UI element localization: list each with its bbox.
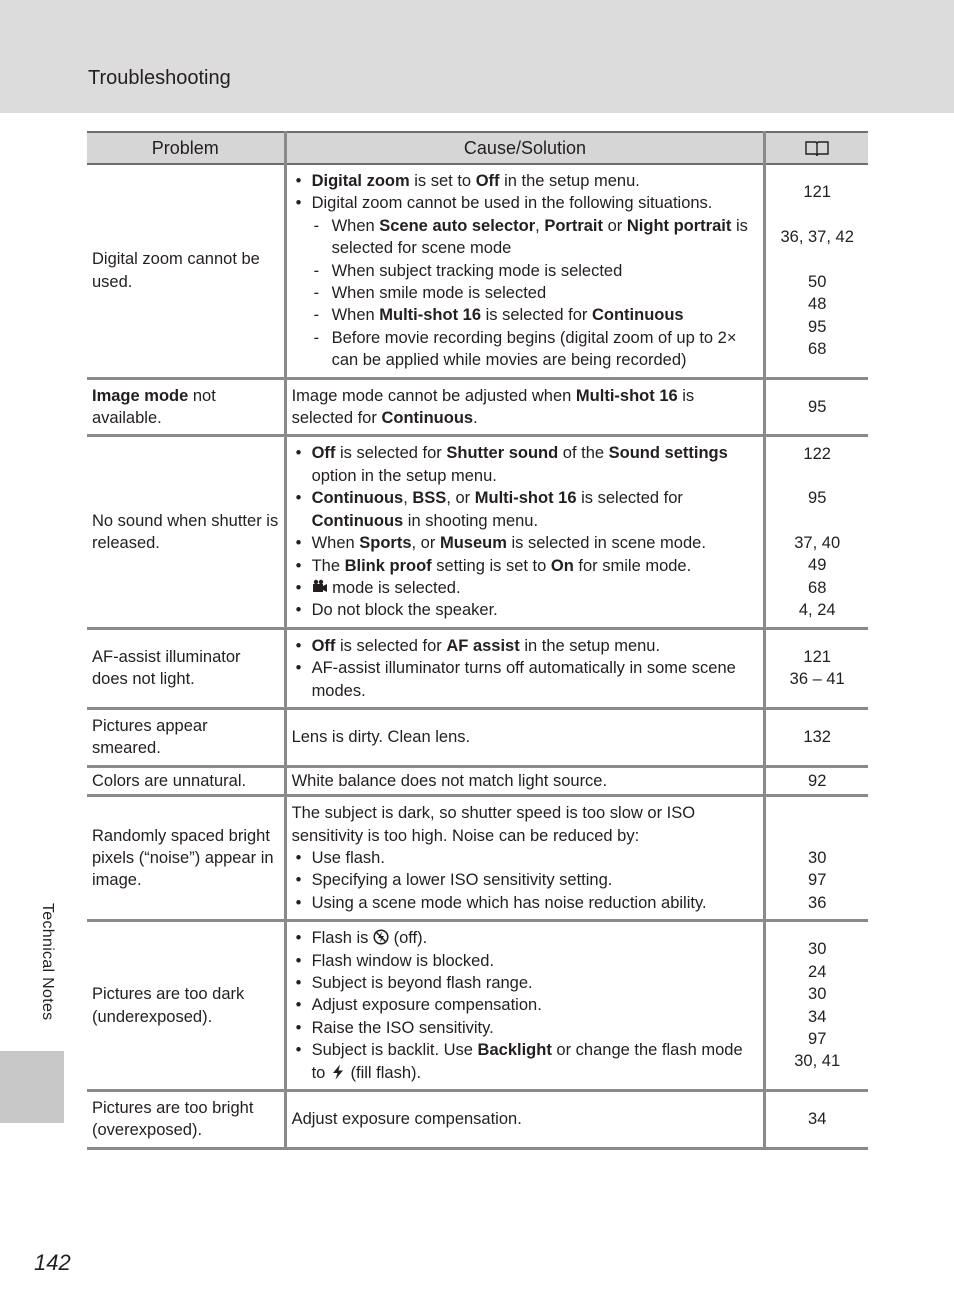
page-ref <box>771 204 863 226</box>
table-row <box>87 766 868 795</box>
reference-cell <box>765 628 868 708</box>
cause-cell <box>285 628 765 708</box>
page-ref: 30, 41 <box>794 1052 841 1071</box>
cause-cell: Adjust exposure compensation. <box>285 1091 765 1149</box>
page-ref: 24 <box>808 962 827 981</box>
page-ref: 95 <box>808 489 827 508</box>
page-ref: 95 <box>808 317 827 336</box>
list-item: • Using a scene mode which has noise reduction ability. <box>292 892 759 914</box>
list-item: • Subject is backlit. Use Backlight or change the flash mode to (fill flash). <box>292 1039 759 1084</box>
problem-cell: Digital zoom cannot be used. <box>87 164 285 378</box>
page-ref: 97 <box>808 1030 827 1048</box>
problem-cell: Pictures are too bright (overexposed). <box>87 1091 285 1149</box>
cause-intro: The subject is dark, so shutter speed is too slow or ISO sensitivity is too high. Noise can be reduced by: <box>291 804 696 845</box>
table-row <box>87 921 868 1091</box>
table-row <box>87 164 868 378</box>
page-ref: 36 – 41 <box>789 670 845 689</box>
problem-cell: Randomly spaced bright pixels (“noise”) appear in image. <box>87 796 285 921</box>
column-header-problem: Problem <box>87 132 285 164</box>
problem-cell: Pictures appear smeared. <box>87 708 285 766</box>
page-ref: 121 <box>803 183 831 202</box>
cause-cell: White balance does not match light source. <box>285 766 765 795</box>
page-ref: 30 <box>808 985 827 1004</box>
page-ref: 4, 24 <box>798 601 836 620</box>
reference-cell: 95 <box>765 378 868 436</box>
problem-cell: Colors are unnatural. <box>87 766 285 795</box>
list-item: • Adjust exposure compensation. <box>292 994 759 1016</box>
sub-list-item: - Before movie recording begins (digital zoom of up to 2× can be applied while movies are being recorded) <box>312 327 759 372</box>
table-row <box>87 628 868 708</box>
list-item: • Off is selected for AF assist in the setup menu. <box>292 635 759 657</box>
page-ref <box>771 510 863 532</box>
page-ref <box>771 248 863 270</box>
reference-cell <box>765 436 868 628</box>
flash-off-icon <box>373 929 389 945</box>
table-row <box>87 436 868 628</box>
problem-cell: No sound when shutter is released. <box>87 436 285 628</box>
reference-cell: 132 <box>765 708 868 766</box>
list-item: • Off is selected for Shutter sound of the Sound settings option in the setup menu. <box>292 442 759 487</box>
page-ref: 36 <box>808 893 827 912</box>
page-ref: 48 <box>808 295 827 314</box>
column-header-reference <box>765 132 868 164</box>
page-ref: 49 <box>808 556 827 575</box>
cause-cell: Image mode cannot be adjusted when Multi-shot 16 is selected for Continuous. <box>285 378 765 436</box>
page-ref: 68 <box>808 340 827 358</box>
problem-cell: AF-assist illuminator does not light. <box>87 628 285 708</box>
book-reference-icon <box>804 140 830 158</box>
sub-list-item: - When smile mode is selected <box>312 282 759 304</box>
column-header-cause-solution: Cause/Solution <box>285 132 765 164</box>
page-ref: 68 <box>808 578 827 597</box>
reference-cell: 34 <box>765 1091 868 1149</box>
list-item: • AF-assist illuminator turns off automatically in some scene modes. <box>292 657 759 702</box>
reference-cell <box>765 921 868 1091</box>
reference-cell <box>765 796 868 921</box>
page-ref <box>771 825 863 847</box>
list-item: • Do not block the speaker. <box>292 599 759 621</box>
cause-cell <box>285 164 765 378</box>
cause-cell <box>285 921 765 1091</box>
table-row <box>87 796 868 921</box>
side-tab-label: Technical Notes <box>39 903 56 1021</box>
movie-camera-icon <box>312 579 328 595</box>
list-item: • When Sports, or Museum is selected in scene mode. <box>292 532 759 554</box>
page-ref: 30 <box>808 848 827 867</box>
list-item: • mode is selected. <box>292 577 759 599</box>
sub-list-item: - When Multi-shot 16 is selected for Continuous <box>312 304 759 326</box>
list-item: • The Blink proof setting is set to On for smile mode. <box>292 555 759 577</box>
problem-cell: Pictures are too dark (underexposed). <box>87 921 285 1091</box>
page-ref: 97 <box>808 871 827 890</box>
page-ref: 30 <box>808 940 827 959</box>
page-ref: 122 <box>803 444 831 463</box>
list-item: • Flash is (off). <box>292 927 759 949</box>
page-ref: 37, 40 <box>794 534 841 553</box>
list-item: • Raise the ISO sensitivity. <box>292 1017 759 1039</box>
list-item: • Use flash. <box>292 847 759 869</box>
fill-flash-icon <box>330 1064 346 1080</box>
sub-list-item: - When subject tracking mode is selected <box>312 260 759 282</box>
list-item: • Continuous, BSS, or Multi-shot 16 is selected for Continuous in shooting menu. <box>292 487 759 532</box>
page-ref <box>771 465 863 487</box>
side-tab-marker <box>0 1051 64 1123</box>
sub-list-item: - When Scene auto selector, Portrait or Night portrait is selected for scene mode <box>312 215 759 260</box>
cause-cell: Lens is dirty. Clean lens. <box>285 708 765 766</box>
cause-cell <box>285 796 765 921</box>
list-item: • Specifying a lower ISO sensitivity setting. <box>292 869 759 891</box>
table-row <box>87 708 868 766</box>
table-header-row <box>87 132 868 164</box>
table-row <box>87 378 868 436</box>
page-number: 142 <box>34 1250 71 1275</box>
page-ref <box>771 802 863 824</box>
list-item: • Flash window is blocked. <box>292 950 759 972</box>
troubleshooting-table <box>87 131 868 1150</box>
reference-cell: 92 <box>765 766 868 795</box>
list-item: • Digital zoom is set to Off in the setup menu. <box>292 170 759 192</box>
page-ref: 34 <box>808 1007 827 1026</box>
header-band <box>0 0 954 113</box>
page-ref: 50 <box>808 272 827 291</box>
page-ref: 36, 37, 42 <box>780 228 854 247</box>
problem-cell: Image mode not available. <box>87 378 285 436</box>
reference-cell <box>765 164 868 378</box>
list-item: • Subject is beyond flash range. <box>292 972 759 994</box>
table-row <box>87 1091 868 1149</box>
section-title: Troubleshooting <box>88 67 231 89</box>
page-ref: 121 <box>803 647 831 666</box>
cause-cell <box>285 436 765 628</box>
list-item: • Digital zoom cannot be used in the following situations. <box>292 192 759 214</box>
